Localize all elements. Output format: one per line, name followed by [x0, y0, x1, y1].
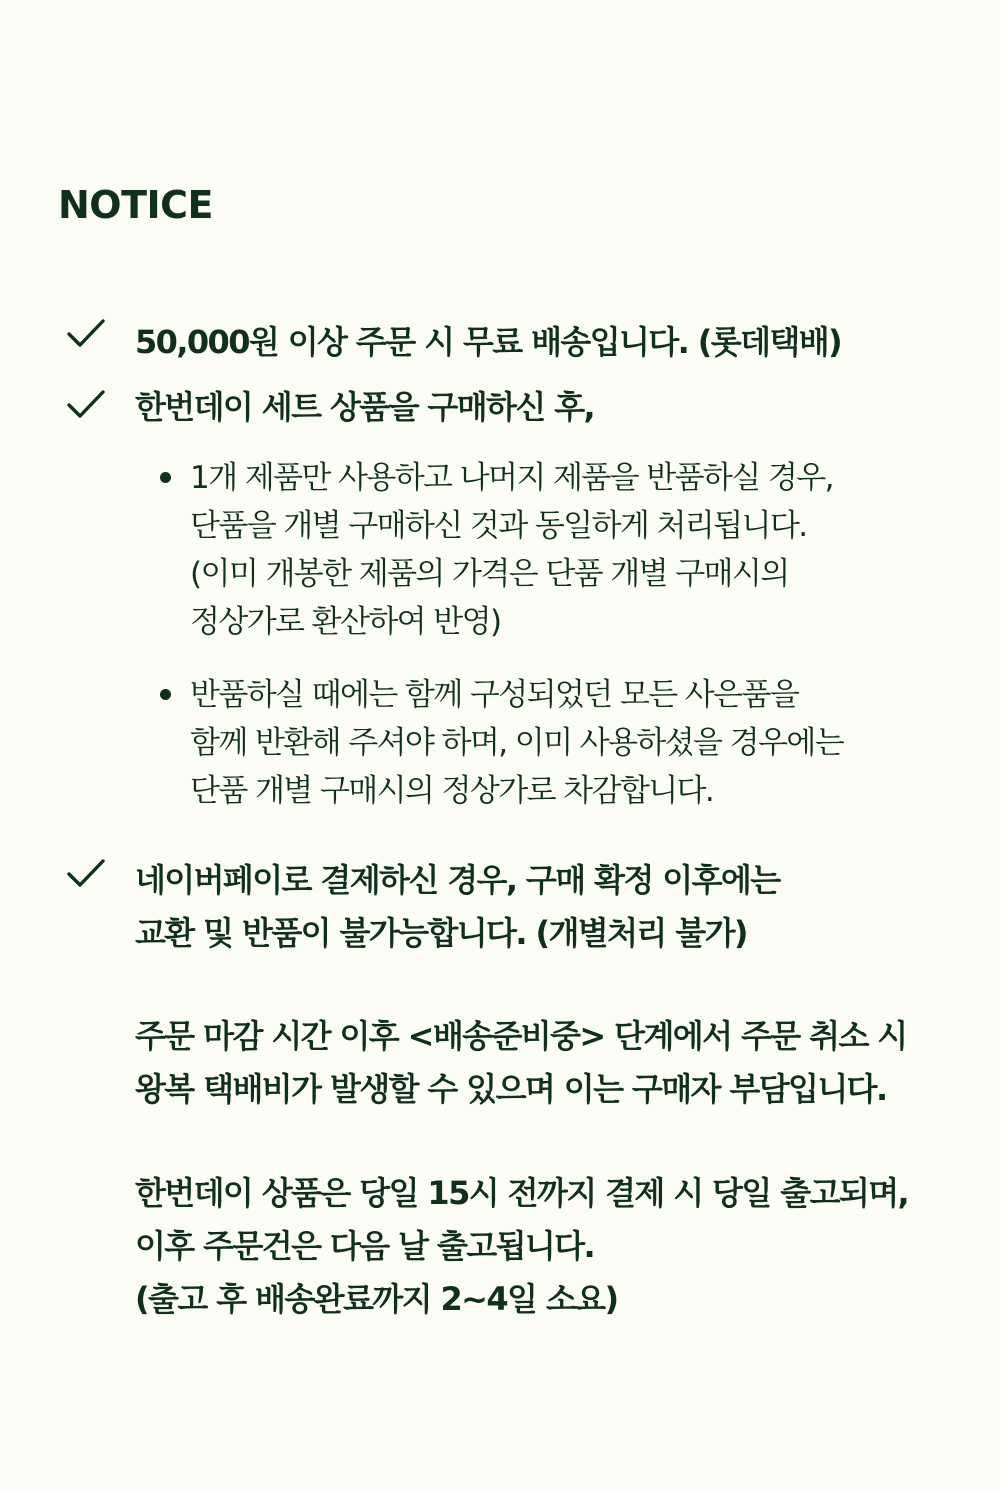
check-icon	[66, 858, 106, 890]
shipping-time-text: 한번데이 상품은 당일 15시 전까지 결제 시 당일 출고되며,	[135, 1174, 909, 1212]
naver-pay-text: 교환 및 반품이 불가능합니다. (개별처리 불가)	[135, 914, 747, 952]
set-purchase-text: 한번데이 세트 상품을 구매하신 후,	[135, 388, 595, 426]
naver-pay-text: 네이버페이로 결제하신 경우, 구매 확정 이후에는	[135, 861, 780, 899]
check-icon	[66, 318, 106, 350]
sub-item-line: 1개 제품만 사용하고 나머지 제품을 반품하실 경우,	[190, 460, 833, 496]
sub-item-line: 함께 반환해 주셔야 하며, 이미 사용하셨을 경우에는	[190, 725, 844, 761]
cancel-fee-text: 왕복 택배비가 발생할 수 있으며 이는 구매자 부담입니다.	[135, 1070, 887, 1108]
sub-item-line: (이미 개봉한 제품의 가격은 단품 개별 구매시의	[190, 556, 789, 592]
cancel-fee-text: 주문 마감 시간 이후 <배송준비중> 단계에서 주문 취소 시	[135, 1017, 907, 1055]
free-shipping-text: 50,000원 이상 주문 시 무료 배송입니다. (롯데택배)	[135, 323, 842, 361]
sub-item-line: 반품하실 때에는 함께 구성되었던 모든 사은품을	[190, 677, 799, 713]
check-icon	[66, 389, 106, 421]
sub-item-line: 단품 개별 구매시의 정상가로 차감합니다.	[190, 773, 714, 809]
bullet-icon	[160, 472, 171, 483]
notice-title: NOTICE	[58, 183, 214, 227]
shipping-time-text: 이후 주문건은 다음 날 출고됩니다.	[135, 1227, 595, 1265]
bullet-icon	[160, 689, 171, 700]
sub-item-line: 정상가로 환산하여 반영)	[190, 604, 501, 640]
shipping-time-text: (출고 후 배송완료까지 2~4일 소요)	[135, 1280, 618, 1318]
sub-item-line: 단품을 개별 구매하신 것과 동일하게 처리됩니다.	[190, 508, 807, 544]
